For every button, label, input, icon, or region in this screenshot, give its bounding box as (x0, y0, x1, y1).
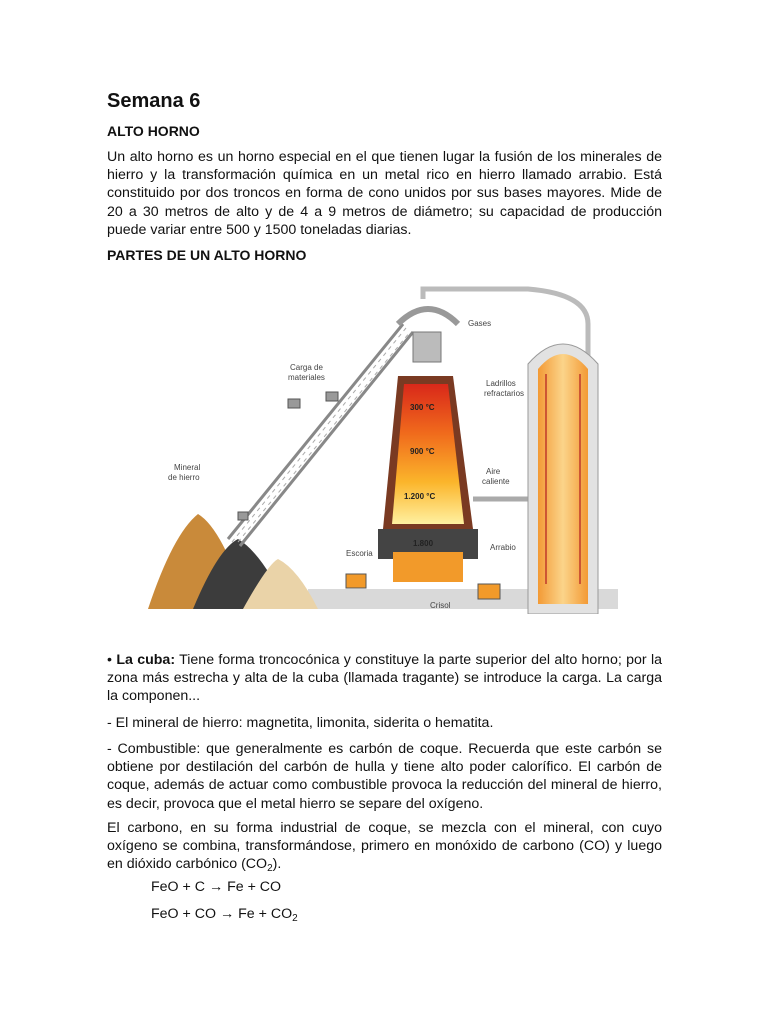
cuba-term: La cuba: (116, 652, 176, 668)
equation-2-subscript: 2 (292, 913, 298, 924)
label-mineral-1: Mineral (174, 463, 201, 472)
top-pipe (398, 309, 458, 324)
label-ladrillos-2: refractarios (484, 389, 525, 398)
label-crisol: Crisol (430, 601, 451, 610)
label-ladrillos-1: Ladrillos (486, 379, 516, 388)
cuba-paragraph (107, 651, 662, 706)
temp-900: 900 °C (410, 447, 435, 456)
cuba-text: Tiene forma troncocónica y constituye la parte superior del alto horno; por la zona más estrecha y alta de la cuba (llamada tragante) se introduce la carga. La carga la componen... (107, 652, 662, 705)
label-gases: Gases (468, 319, 492, 328)
intro-paragraph: Un alto horno es un horno especial en el que tienen lugar la fusión de los minerales de hierro y la transformación química en un metal rico en hierro llamado arrabio. Está constituido por dos troncos en forma de cono unidos por sus bases mayores. Mide de 20 a 30 metros de alto y de 4 a 9 metros de diámetro; su capacidad de producción puede variar entre 500 y 1500 toneladas diarias. (107, 149, 662, 238)
mineral-item: - El mineral de hierro: magnetita, limonita, siderita o hematita. (107, 715, 494, 731)
arrabio-pot (478, 584, 500, 599)
label-arrabio: Arrabio (490, 543, 516, 552)
carbon-text: El carbono, en su forma industrial de coque, se mezcla con el mineral, con cuyo oxígeno se combina, transformándose, primero en monóxido de carbono (CO) y luego en dióxido carbónico (CO (107, 820, 662, 873)
label-aire-1: Aire (486, 467, 501, 476)
label-escoria: Escoria (346, 549, 373, 558)
label-mineral-2: de hierro (168, 473, 200, 482)
slag-pot (346, 574, 366, 588)
temp-300: 300 °C (410, 403, 435, 412)
label-carga-1: Carga de (290, 363, 323, 372)
temp-1800: 1.800 (413, 539, 434, 548)
temp-1200: 1.200 °C (404, 492, 436, 501)
label-carga-2: materiales (288, 373, 325, 382)
page-title: Semana 6 (107, 90, 201, 112)
hopper (413, 332, 441, 362)
blast-furnace-diagram (148, 284, 618, 614)
carbon-subscript: 2 (267, 863, 273, 875)
equation-2-main: FeO + CO → Fe + CO (151, 906, 293, 922)
carbon-paragraph (107, 819, 662, 874)
crucible (393, 552, 463, 582)
equation-2 (151, 906, 298, 922)
section-heading-partes: PARTES DE UN ALTO HORNO (107, 247, 307, 263)
equation-1: FeO + C → Fe + CO (151, 879, 282, 895)
section-heading-alto-horno: ALTO HORNO (107, 123, 200, 139)
bullet: • (107, 652, 112, 668)
combustible-item: - Combustible: que generalmente es carbón de coque. Recuerda que este carbón se obtiene por destilación del carbón de hulla y tiene alto poder calorífico. El carbón de coque, además de actuar como combustible provoca la reducción del mineral de hierro, es decir, provoca que el metal hierro se separe del oxígeno. (107, 741, 662, 812)
carbon-end: ). (272, 856, 282, 873)
label-aire-2: caliente (482, 477, 510, 486)
